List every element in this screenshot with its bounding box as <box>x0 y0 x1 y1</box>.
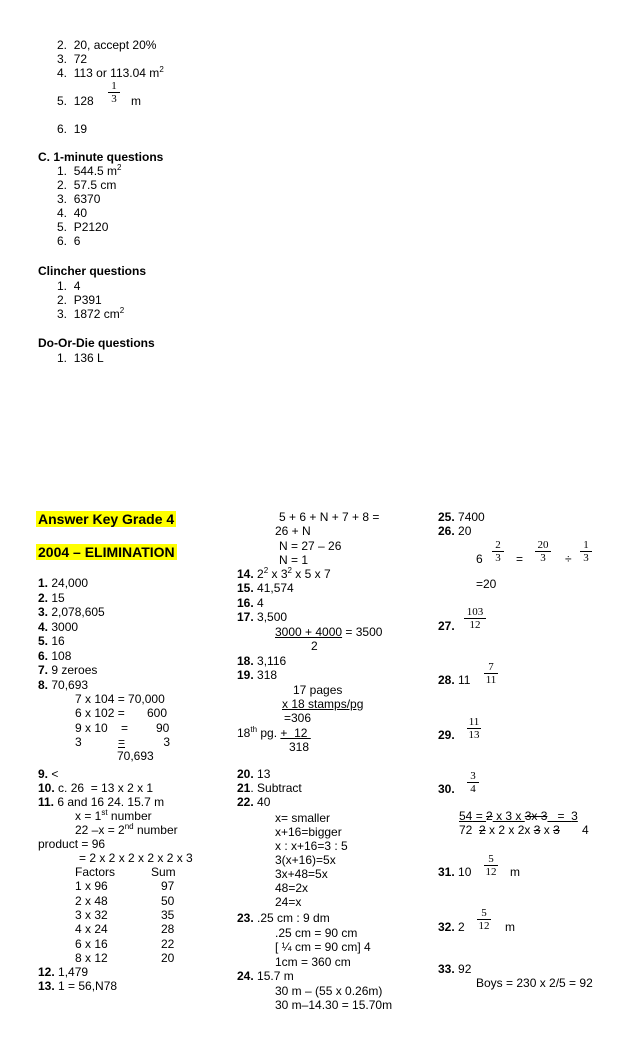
answer-item <box>237 567 331 581</box>
item-number: 5. <box>57 94 68 108</box>
superscript: st <box>101 808 108 817</box>
answer-number: 4. <box>38 620 49 634</box>
answer-number: 7. <box>38 663 49 677</box>
answer-text: . Subtract <box>250 781 302 795</box>
answer-item <box>237 969 294 983</box>
answer-item <box>38 678 88 692</box>
answer-text: 6 and 16 24. 15.7 m <box>54 795 165 809</box>
item-number: 6. <box>57 122 68 136</box>
answer-number: 30. <box>438 782 455 796</box>
item-number: 3. <box>57 192 68 206</box>
list-item <box>57 66 164 80</box>
answer-number: 2. <box>38 591 49 605</box>
denominator: 13 <box>468 729 480 741</box>
sum-header: Sum <box>151 865 176 879</box>
working-value: 3 <box>163 735 170 749</box>
working-result: =20 <box>476 577 497 591</box>
item-number: 6. <box>57 234 68 248</box>
working-text: 4 <box>582 823 589 837</box>
page-title: Answer Key Grade 4 <box>38 511 175 527</box>
answer-item <box>38 605 105 619</box>
denominator: 11 <box>485 674 497 686</box>
working-text: 54 <box>459 809 473 823</box>
answer-number: 14. <box>237 567 254 581</box>
item-number: 2. <box>57 293 68 307</box>
denominator: 3 <box>495 552 501 564</box>
answer-text: 108 <box>48 649 72 663</box>
working-value: 90 <box>156 721 170 735</box>
answer-item <box>438 510 485 524</box>
working-value: 600 <box>147 706 168 720</box>
item-number: 3. <box>57 307 68 321</box>
working-text: 3 <box>533 823 541 837</box>
working-line: 3x+48=5x <box>275 867 328 881</box>
working-text: number <box>107 809 152 823</box>
numerator: 20 <box>535 539 551 552</box>
working-line: [ ¼ cm = 90 cm] 4 <box>275 940 371 954</box>
answer-text: 1 = 56,N78 <box>54 979 118 993</box>
list-item <box>57 206 87 220</box>
working-line: x= smaller <box>275 811 331 825</box>
working-line: 26 + N <box>275 524 311 538</box>
working-operator: = <box>118 735 126 749</box>
list-item <box>57 122 87 136</box>
factor-pair: 4 x 24 <box>75 922 108 936</box>
item-number: 2. <box>57 38 68 52</box>
answer-item <box>438 728 455 742</box>
answer-number: 10. <box>38 781 55 795</box>
working-text: + 12 <box>280 726 311 740</box>
list-item <box>57 38 156 52</box>
answer-item <box>38 663 97 677</box>
answer-number: 9. <box>38 767 49 781</box>
answer-number: 12. <box>38 965 55 979</box>
answer-item <box>438 782 455 796</box>
answer-number: 17. <box>237 610 254 624</box>
working-line: 30 m – (55 x 0.26m) <box>275 984 383 998</box>
answer-number: 22. <box>237 795 254 809</box>
working-underlined <box>118 735 170 749</box>
answer-text: 41,574 <box>253 581 294 595</box>
item-answer: P2120 <box>73 220 109 234</box>
answer-item <box>38 634 65 648</box>
answer-text: 92 <box>454 962 472 976</box>
numerator: 7 <box>484 661 498 674</box>
working-line <box>237 726 311 740</box>
factor-pair: 8 x 12 <box>75 951 108 965</box>
working-line: = 2 x 2 x 2 x 2 x 2 x 3 <box>79 851 193 865</box>
answer-number: 27. <box>438 619 455 633</box>
answer-number: 31. <box>438 865 455 879</box>
working-line: x : x+16=3 : 5 <box>275 839 348 853</box>
unit: m <box>505 920 515 934</box>
factor-pair: 1 x 96 <box>75 879 108 893</box>
answer-item <box>38 620 78 634</box>
answer-text: 3000 <box>48 620 79 634</box>
superscript: 2 <box>287 566 292 575</box>
working-line: 2 <box>311 639 318 653</box>
answer-item <box>438 920 465 934</box>
section-heading: Clincher questions <box>38 264 147 278</box>
working-line: Boys = 230 x 2/5 = 92 <box>476 976 593 990</box>
answer-item <box>237 668 277 682</box>
item-number: 3. <box>57 52 68 66</box>
factor-pair: 6 x 16 <box>75 937 108 951</box>
working-line: 9 x 10 <box>75 721 108 735</box>
fraction <box>477 907 491 932</box>
answer-number: 21 <box>237 781 251 795</box>
working-text: 18 <box>237 726 251 740</box>
superscript: nd <box>124 822 134 831</box>
answer-item <box>237 781 302 795</box>
denominator: 3 <box>540 552 546 564</box>
item-answer: 113 or 113.04 m <box>73 66 160 80</box>
answer-number: 26. <box>438 524 455 538</box>
list-item <box>57 94 94 108</box>
answer-item <box>38 576 88 590</box>
working-text: 2 <box>486 809 493 823</box>
item-answer: 40 <box>73 206 88 220</box>
working-line: 3(x+16)=5x <box>275 853 336 867</box>
answer-item <box>237 610 287 624</box>
answer-item <box>237 581 294 595</box>
answer-text: 16 <box>48 634 65 648</box>
working-line <box>75 809 152 823</box>
factor-sum: 50 <box>161 894 175 908</box>
answer-text: 7400 <box>454 510 485 524</box>
answer-text: 2,078,605 <box>48 605 105 619</box>
answer-item <box>237 596 264 610</box>
answer-item <box>38 767 58 781</box>
superscript: 2 <box>159 65 164 74</box>
answer-number: 11. <box>38 795 55 809</box>
item-answer: 4 <box>73 279 81 293</box>
working-line: 30 m–14.30 = 15.70m <box>275 998 393 1012</box>
superscript: 2 <box>119 306 125 315</box>
denominator: 3 <box>111 93 117 105</box>
numerator: 1 <box>108 80 120 93</box>
section-heading: Do-Or-Die questions <box>38 336 155 350</box>
answer-item <box>38 965 88 979</box>
answer-number: 5. <box>38 634 49 648</box>
answer-number: 32. <box>438 920 455 934</box>
answer-number: 16. <box>237 596 254 610</box>
answer-number: 28. <box>438 673 455 687</box>
answer-item <box>38 795 164 809</box>
item-answer: 136 L <box>73 351 104 365</box>
working-line: 3 <box>75 735 82 749</box>
answer-text: 11 <box>454 673 471 687</box>
working-operator: ÷ <box>565 552 572 566</box>
list-item <box>57 192 100 206</box>
answer-text: 70,693 <box>48 678 89 692</box>
item-number: 4. <box>57 66 68 80</box>
list-item <box>57 234 80 248</box>
list-item <box>57 164 122 178</box>
answer-text: 2 <box>454 920 465 934</box>
numerator: 2 <box>492 539 504 552</box>
item-answer: 6 <box>73 234 81 248</box>
page-subtitle: 2004 – ELIMINATION <box>38 544 175 560</box>
working-line: 24=x <box>275 895 302 909</box>
answer-text: 3,116 <box>253 654 287 668</box>
working-line: 1cm = 360 cm <box>275 955 351 969</box>
answer-text: 3,500 <box>253 610 288 624</box>
factor-pair: 2 x 48 <box>75 894 108 908</box>
working-line: N = 27 – 26 <box>279 539 342 553</box>
answer-item <box>438 619 455 633</box>
numerator: 3 <box>467 770 479 783</box>
answer-item <box>438 524 471 538</box>
working-operator: = <box>516 552 524 566</box>
working-text: 72 <box>459 823 480 837</box>
answer-number: 6. <box>38 649 49 663</box>
answer-text: 13 <box>253 767 271 781</box>
answer-text: 15 <box>48 591 65 605</box>
answer-number: 23. <box>237 911 254 925</box>
fraction <box>580 539 592 564</box>
working-line <box>75 823 178 837</box>
list-item <box>57 293 102 307</box>
denominator: 12 <box>485 866 497 878</box>
unit: m <box>131 94 141 108</box>
denominator: 12 <box>469 619 481 631</box>
working-whole: 6 <box>476 552 483 566</box>
list-item <box>57 351 104 365</box>
item-number: 4. <box>57 206 68 220</box>
factor-sum: 97 <box>161 879 175 893</box>
working-text: x = 1 <box>75 809 102 823</box>
working-text: x 3 x <box>492 809 525 823</box>
fraction <box>492 539 504 564</box>
list-item <box>57 220 108 234</box>
item-answer: 128 <box>73 94 94 108</box>
working-total: 70,693 <box>117 749 154 763</box>
item-number: 2. <box>57 178 68 192</box>
answer-item <box>237 654 286 668</box>
working-line: 6 x 102 = <box>75 706 125 720</box>
answer-number: 33. <box>438 962 455 976</box>
numerator: 5 <box>477 907 491 920</box>
factor-sum: 20 <box>161 951 175 965</box>
fraction <box>464 606 486 631</box>
item-answer: 72 <box>73 52 88 66</box>
working-line <box>459 809 578 823</box>
working-text: number <box>133 823 178 837</box>
fraction <box>484 853 498 878</box>
working-line <box>275 625 382 639</box>
answer-item <box>438 962 471 976</box>
answer-item <box>38 591 65 605</box>
working-text: x <box>540 823 554 837</box>
working-line: N = 1 <box>279 553 309 567</box>
numerator: 11 <box>468 716 480 728</box>
working-text: 3000 + 4000 <box>275 625 343 639</box>
denominator: 4 <box>470 783 476 795</box>
superscript: th <box>250 725 258 734</box>
answer-text: c. 26 = 13 x 2 x 1 <box>54 781 154 795</box>
answer-text: 20 <box>454 524 472 538</box>
answer-item <box>38 979 117 993</box>
working-line: 5 + 6 + N + 7 + 8 = <box>279 510 380 524</box>
answer-number: 24. <box>237 969 254 983</box>
item-answer: P391 <box>73 293 102 307</box>
working-line: 17 pages <box>293 683 343 697</box>
answer-text: 15.7 m <box>253 969 294 983</box>
fraction <box>467 716 481 741</box>
working-text: 3x 3 <box>524 809 548 823</box>
answer-item <box>237 767 270 781</box>
working-text: = <box>547 809 572 823</box>
answer-number: 19. <box>237 668 254 682</box>
list-item <box>57 52 87 66</box>
unit: m <box>510 865 520 879</box>
factor-sum: 28 <box>161 922 175 936</box>
factor-sum: 22 <box>161 937 175 951</box>
working-text: pg. <box>257 726 281 740</box>
working-text: 2 <box>479 823 486 837</box>
answer-number: 1. <box>38 576 49 590</box>
item-answer: 57.5 cm <box>73 178 117 192</box>
working-text: = <box>472 809 487 823</box>
item-answer: 1872 cm <box>73 307 120 321</box>
fraction <box>535 539 551 564</box>
answer-text: 9 zeroes <box>48 663 98 677</box>
answer-text: 10 <box>454 865 472 879</box>
working-line: 318 <box>289 740 310 754</box>
answer-text: 2 <box>253 567 264 581</box>
working-line: x+16=bigger <box>275 825 342 839</box>
item-answer: 6370 <box>73 192 101 206</box>
answer-number: 15. <box>237 581 254 595</box>
answer-item <box>438 673 470 687</box>
denominator: 3 <box>583 552 589 564</box>
superscript: 2 <box>263 566 269 575</box>
answer-text: .25 cm : 9 dm <box>253 911 330 925</box>
list-item <box>57 178 116 192</box>
working-operator: = <box>121 721 129 735</box>
fraction <box>484 661 498 686</box>
item-number: 1. <box>57 351 68 365</box>
list-item <box>57 307 124 321</box>
working-line: =306 <box>284 711 312 725</box>
working-text: x 2 x 2x <box>485 823 534 837</box>
superscript: 2 <box>117 163 122 172</box>
factor-sum: 35 <box>161 908 175 922</box>
answer-text: 4 <box>253 596 264 610</box>
answer-number: 3. <box>38 605 49 619</box>
answer-text: x 5 x 7 <box>291 567 331 581</box>
item-number: 1. <box>57 164 68 178</box>
item-answer: 19 <box>73 122 88 136</box>
factors-header: Factors <box>75 865 116 879</box>
working-line: .25 cm = 90 cm <box>275 926 358 940</box>
fraction <box>108 80 120 105</box>
item-number: 1. <box>57 279 68 293</box>
answer-text: x 3 <box>268 567 288 581</box>
answer-number: 20. <box>237 767 254 781</box>
working-text: 3 <box>553 823 560 837</box>
working-line: x 18 stamps/pg <box>282 697 364 711</box>
answer-number: 13. <box>38 979 55 993</box>
numerator: 103 <box>464 606 486 619</box>
section-heading: C. 1-minute questions <box>38 150 164 164</box>
numerator: 5 <box>484 853 498 866</box>
answer-item <box>38 781 153 795</box>
answer-number: 29. <box>438 728 455 742</box>
factor-pair: 3 x 32 <box>75 908 108 922</box>
numerator: 1 <box>580 539 592 552</box>
denominator: 12 <box>478 920 490 932</box>
working-text: = 3500 <box>342 625 383 639</box>
item-answer: 20, accept 20% <box>73 38 157 52</box>
item-answer: 544.5 m <box>73 164 118 178</box>
fraction <box>467 770 479 795</box>
answer-text: 40 <box>253 795 271 809</box>
answer-item <box>38 649 71 663</box>
item-number: 5. <box>57 220 68 234</box>
answer-item <box>438 865 471 879</box>
working-line: 48=2x <box>275 881 309 895</box>
answer-text: 24,000 <box>48 576 89 590</box>
answer-text: 318 <box>253 668 278 682</box>
working-text: 3 <box>571 809 578 823</box>
answer-text: 1,479 <box>54 965 89 979</box>
answer-item <box>237 795 270 809</box>
list-item <box>57 279 80 293</box>
working-text: 22 –x = 2 <box>75 823 125 837</box>
working-line: 7 x 104 = 70,000 <box>75 692 165 706</box>
working-line: product = 96 <box>38 837 106 851</box>
working-line <box>459 823 560 837</box>
answer-text: < <box>48 767 59 781</box>
answer-number: 18. <box>237 654 254 668</box>
answer-item <box>237 911 330 925</box>
answer-number: 8. <box>38 678 49 692</box>
answer-number: 25. <box>438 510 455 524</box>
